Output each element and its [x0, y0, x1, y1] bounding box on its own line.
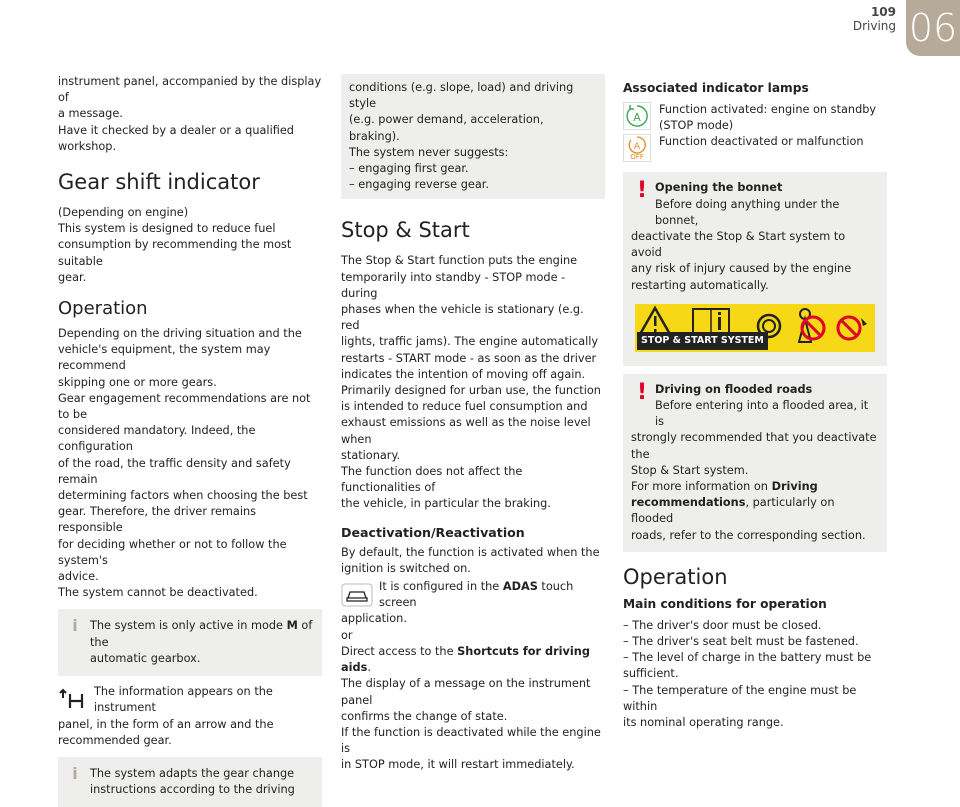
op-line: determining factors when choosing the best — [58, 489, 308, 503]
condition-line: sufficient. — [623, 667, 679, 681]
gear-shift-title: Gear shift indicator — [58, 170, 260, 195]
section-title: Driving — [852, 19, 896, 33]
gear-info-line: panel, in the form of an arrow and the — [58, 717, 274, 731]
ss-line: the vehicle, in particular the braking. — [341, 497, 551, 511]
ss-line: Primarily designed for urban use, the function — [341, 384, 601, 398]
gear-display-note — [58, 684, 322, 749]
info-box-mode — [58, 609, 322, 676]
intro-line: Have it checked by a dealer or a qualified — [58, 123, 294, 137]
op-line: skipping one or more gears. — [58, 375, 217, 389]
gear-line: gear. — [58, 270, 87, 284]
gear-shift-icon — [58, 686, 88, 716]
lamp-on-line: (STOP mode) — [659, 119, 734, 133]
svg-text:A: A — [633, 111, 641, 124]
bonnet-line: any risk of injury caused by the engine — [631, 262, 852, 276]
tail-line: If the function is deactivated while the engine is — [341, 725, 601, 756]
flood-line: recommendations, particularly on flooded — [631, 496, 835, 526]
lamp-on-line: Function activated: engine on standby — [659, 103, 877, 116]
bonnet-line: restarting automatically. — [631, 278, 769, 292]
operation-title-2: Operation — [623, 564, 728, 589]
gear-line: This system is designed to reduce fuel — [58, 222, 276, 236]
ss-line: phases when the vehicle is stationary (e.g. red — [341, 303, 584, 333]
stop-start-title: Stop & Start — [341, 218, 470, 243]
intro-line: a message. — [58, 107, 123, 121]
warning-icon: ! — [636, 178, 648, 204]
condition-line: its nominal operating range. — [623, 716, 784, 730]
stop-start-on-icon — [623, 102, 651, 130]
svg-text:OFF: OFF — [630, 153, 644, 162]
tail-line: The display of a message on the instrument panel — [341, 677, 591, 707]
intro-line: instrument panel, accompanied by the display of — [58, 75, 322, 105]
op-line: vehicle's equipment, the system may recommend — [58, 343, 271, 373]
ss-line: indicates the intention of moving off again. — [341, 367, 586, 381]
info-box-adapt — [58, 757, 322, 807]
svg-text:A: A — [633, 142, 641, 153]
lamp-off-line: Function deactivated or malfunction — [659, 135, 864, 149]
ss-line: restarts - START mode - as soon as the driver — [341, 351, 597, 365]
info-line: The system adapts the gear change — [90, 766, 295, 780]
or-line: or — [341, 628, 353, 642]
column-2 — [341, 74, 605, 774]
bonnet-line: deactivate the Stop & Start system to avoid — [631, 230, 846, 260]
info-box-continued — [341, 74, 605, 199]
bonnet-line: Before doing anything under the bonnet, — [655, 197, 840, 227]
flood-line: strongly recommended that you deactivate the — [631, 431, 877, 461]
ss-line: temporarily into standby - STOP mode - during — [341, 270, 566, 300]
condition-line: – The temperature of the engine must be within — [623, 683, 857, 713]
warning-icon: ! — [636, 379, 648, 405]
column-1 — [58, 74, 322, 807]
flood-line: roads, refer to the corresponding section. — [631, 528, 866, 542]
gear-info-line: recommended gear. — [58, 733, 172, 747]
lamp-off-row — [623, 134, 887, 162]
bonnet-title: Opening the bonnet — [655, 181, 783, 195]
info-icon: i — [72, 616, 78, 636]
box-line: (e.g. power demand, acceleration, braking). — [349, 113, 544, 143]
box-line: – engaging reverse gear. — [349, 178, 489, 192]
column-3 — [623, 80, 887, 731]
info-line: automatic gearbox. — [90, 651, 201, 665]
box-line: – engaging first gear. — [349, 162, 469, 176]
op-line: Gear engagement recommendations are not to be — [58, 391, 311, 422]
deactivation-title: Deactivation/Reactivation — [341, 524, 525, 540]
ss-line: The Stop & Start function puts the engine — [341, 254, 578, 268]
op-line: for deciding whether or not to follow the system's — [58, 537, 287, 567]
lamp-on-row — [623, 102, 887, 134]
ss-line: lights, traffic jams). The engine automatically — [341, 335, 599, 349]
warning-box-bonnet — [623, 172, 887, 365]
stop-start-sticker — [635, 304, 875, 352]
flood-title: Driving on flooded roads — [655, 382, 813, 396]
deact-line: ignition is switched on. — [341, 561, 471, 575]
ss-line: exhaust emissions as well as the noise level when — [341, 416, 591, 446]
op-line: The system cannot be deactivated. — [58, 586, 258, 600]
lamps-title: Associated indicator lamps — [623, 81, 809, 95]
page-number: 109 — [870, 5, 896, 19]
op-line: advice. — [58, 570, 99, 584]
flood-line: Before entering into a flooded area, it is — [655, 399, 869, 429]
warning-box-flood — [623, 374, 887, 552]
flood-line: For more information on Driving — [631, 480, 818, 494]
chapter-tab: 06 — [906, 0, 960, 56]
op-line: considered mandatory. Indeed, the configuration — [58, 424, 256, 454]
adas-note — [341, 579, 605, 628]
car-icon — [341, 583, 373, 607]
ss-line: The function does not affect the functionalities of — [341, 465, 523, 495]
intro-line: workshop. — [58, 139, 117, 153]
tail-line: in STOP mode, it will restart immediately. — [341, 758, 575, 772]
op-line: gear. Therefore, the driver remains responsible — [58, 505, 257, 535]
ss-line: is intended to reduce fuel consumption and — [341, 400, 588, 414]
condition-line: – The driver's seat belt must be fastened. — [623, 635, 859, 649]
op-line: of the road, the traffic density and safety remain — [58, 456, 291, 486]
box-line: conditions (e.g. slope, load) and driving style — [349, 81, 574, 111]
info-line: The system is only active in mode M of the — [90, 619, 313, 649]
adas-line: It is configured in the ADAS touch screen — [379, 580, 574, 610]
box-line: The system never suggests: — [349, 145, 509, 159]
ss-line: stationary. — [341, 448, 401, 462]
conditions-title: Main conditions for operation — [623, 596, 827, 611]
gear-info-line: The information appears on the instrument — [94, 685, 273, 715]
info-icon: i — [72, 763, 78, 783]
deact-line: By default, the function is activated when the — [341, 545, 600, 559]
stop-start-off-icon — [623, 134, 651, 162]
info-line: instructions according to the driving — [90, 783, 295, 797]
gear-line: (Depending on engine) — [58, 206, 189, 220]
tail-line: confirms the change of state. — [341, 709, 508, 723]
condition-line: – The level of charge in the battery must be — [623, 651, 872, 665]
sticker-label: STOP & START SYSTEM — [637, 332, 768, 350]
operation-title: Operation — [58, 298, 148, 320]
direct-line: Direct access to the Shortcuts for driving aids. — [341, 644, 590, 675]
adas-line: application. — [341, 612, 407, 626]
flood-line: Stop & Start system. — [631, 463, 749, 477]
op-line: Depending on the driving situation and the — [58, 327, 302, 341]
gear-line: consumption by recommending the most suitable — [58, 238, 292, 268]
condition-line: – The driver's door must be closed. — [623, 618, 822, 632]
